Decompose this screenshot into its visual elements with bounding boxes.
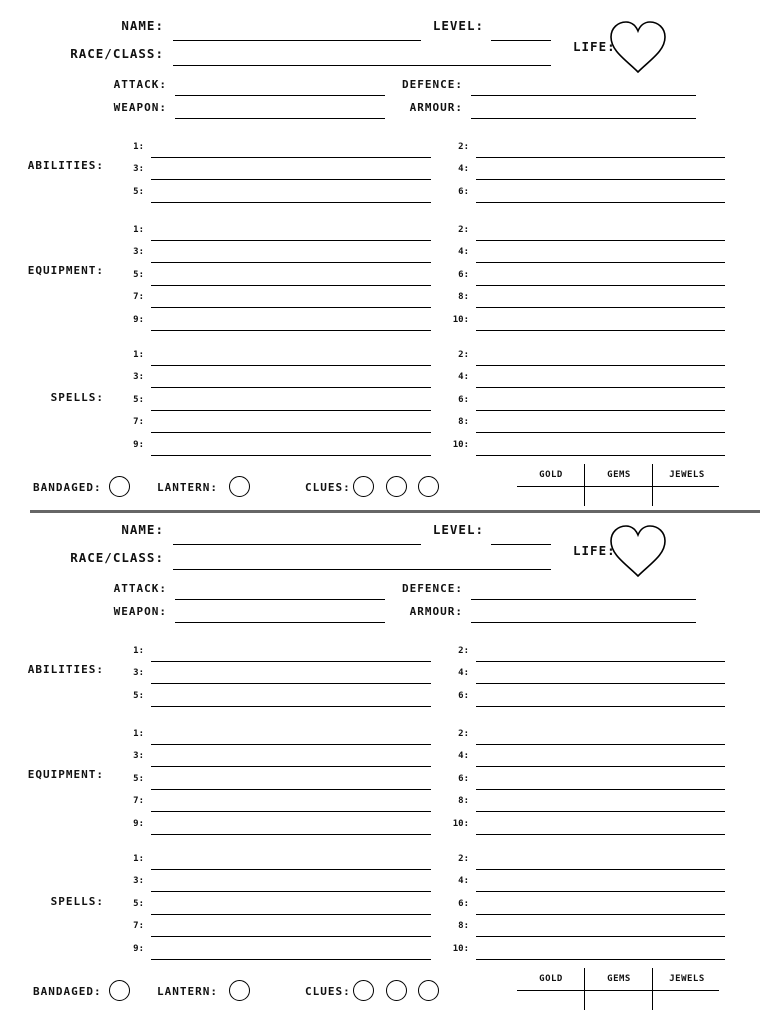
equipment-slot-7[interactable] [151, 307, 431, 308]
equipment-slot-9[interactable] [151, 834, 431, 835]
heart-icon [608, 524, 668, 580]
clue-checkbox-3[interactable] [418, 476, 439, 497]
equipment-slot-3[interactable] [151, 766, 431, 767]
defence-label: DEFENCE: [402, 78, 463, 91]
equipment-number: 2: [458, 729, 469, 739]
equipment-slot-10[interactable] [476, 834, 725, 835]
equipment-number: 1: [133, 225, 144, 235]
gems-cell[interactable] [586, 992, 650, 1010]
race-class-label: RACE/CLASS: [70, 550, 164, 565]
spells-number: 9: [133, 943, 144, 954]
equipment-number: 3: [133, 247, 144, 258]
equipment-slot-8[interactable] [476, 811, 725, 812]
equipment-slot-8[interactable] [476, 307, 725, 308]
bandaged-label: BANDAGED: [33, 481, 102, 494]
abilities-number: 2: [458, 646, 469, 656]
equipment-number: 4: [458, 751, 469, 762]
gold-header: GOLD [539, 974, 563, 984]
abilities-number: 6: [458, 690, 469, 701]
spells-label: SPELLS: [50, 391, 104, 404]
attack-field[interactable] [175, 599, 385, 600]
gems-header: GEMS [607, 470, 631, 480]
spells-slot-6[interactable] [476, 914, 725, 915]
character-sheet-1 [0, 0, 768, 505]
spells-label: SPELLS: [50, 895, 104, 908]
spells-slot-2[interactable] [476, 365, 725, 366]
equipment-number: 10: [452, 818, 469, 829]
spells-slot-5[interactable] [151, 914, 431, 915]
abilities-slot-1[interactable] [151, 661, 431, 662]
equipment-number: 10: [452, 314, 469, 325]
abilities-number: 2: [458, 142, 469, 152]
weapon-field[interactable] [175, 118, 385, 119]
treasure-divider-2 [652, 464, 653, 506]
spells-number: 10: [452, 943, 469, 954]
gems-header: GEMS [607, 974, 631, 984]
spells-slot-10[interactable] [476, 959, 725, 960]
spells-number: 4: [458, 876, 469, 887]
treasure-divider-2 [652, 968, 653, 1010]
lantern-label: LANTERN: [157, 985, 218, 998]
treasure-table-rule [517, 990, 719, 991]
spells-number: 5: [133, 394, 144, 405]
spells-number: 8: [458, 417, 469, 428]
treasure-divider-1 [584, 968, 585, 1010]
life-label: LIFE: [573, 39, 616, 54]
weapon-label: WEAPON: [113, 101, 167, 114]
equipment-label: EQUIPMENT: [27, 264, 104, 277]
heart-icon [608, 20, 668, 76]
spells-slot-8[interactable] [476, 936, 725, 937]
equipment-number: 6: [458, 773, 469, 784]
abilities-slot-2[interactable] [476, 157, 725, 158]
equipment-slot-1[interactable] [151, 240, 431, 241]
abilities-label: ABILITIES: [27, 663, 104, 676]
spells-slot-10[interactable] [476, 455, 725, 456]
equipment-number: 8: [458, 292, 469, 303]
equipment-slot-10[interactable] [476, 330, 725, 331]
abilities-number: 4: [458, 668, 469, 679]
spells-number: 8: [458, 921, 469, 932]
lantern-checkbox[interactable] [229, 980, 250, 1001]
lantern-checkbox[interactable] [229, 476, 250, 497]
lantern-label: LANTERN: [157, 481, 218, 494]
spells-slot-3[interactable] [151, 387, 431, 388]
spells-slot-7[interactable] [151, 936, 431, 937]
equipment-slot-6[interactable] [476, 285, 725, 286]
treasure-table-rule [517, 486, 719, 487]
spells-slot-6[interactable] [476, 410, 725, 411]
equipment-slot-2[interactable] [476, 240, 725, 241]
gold-cell[interactable] [518, 992, 582, 1010]
equipment-slot-9[interactable] [151, 330, 431, 331]
defence-field[interactable] [471, 95, 696, 96]
abilities-number: 5: [133, 690, 144, 701]
defence-label: DEFENCE: [402, 582, 463, 595]
abilities-slot-4[interactable] [476, 683, 725, 684]
life-label: LIFE: [573, 543, 616, 558]
armour-field[interactable] [471, 118, 696, 119]
race-class-field[interactable] [173, 569, 551, 570]
spells-number: 6: [458, 898, 469, 909]
spells-slot-1[interactable] [151, 365, 431, 366]
jewels-header: JEWELS [669, 470, 705, 480]
equipment-slot-1[interactable] [151, 744, 431, 745]
clues-label: CLUES: [305, 985, 351, 998]
attack-field[interactable] [175, 95, 385, 96]
spells-number: 7: [133, 921, 144, 932]
name-field[interactable] [173, 40, 421, 41]
clues-label: CLUES: [305, 481, 351, 494]
weapon-field[interactable] [175, 622, 385, 623]
abilities-number: 6: [458, 186, 469, 197]
armour-field[interactable] [471, 622, 696, 623]
jewels-cell[interactable] [654, 992, 718, 1010]
equipment-number: 7: [133, 292, 144, 303]
attack-label: ATTACK: [113, 78, 167, 91]
equipment-slot-5[interactable] [151, 285, 431, 286]
abilities-slot-1[interactable] [151, 157, 431, 158]
defence-field[interactable] [471, 599, 696, 600]
level-label: LEVEL: [432, 18, 484, 33]
abilities-label: ABILITIES: [27, 159, 104, 172]
spells-slot-3[interactable] [151, 891, 431, 892]
bandaged-label: BANDAGED: [33, 985, 102, 998]
spells-number: 10: [452, 439, 469, 450]
race-class-field[interactable] [173, 65, 551, 66]
spells-number: 3: [133, 876, 144, 887]
name-label: NAME: [121, 18, 164, 33]
equipment-number: 8: [458, 796, 469, 807]
equipment-slot-5[interactable] [151, 789, 431, 790]
equipment-number: 1: [133, 729, 144, 739]
spells-slot-9[interactable] [151, 959, 431, 960]
equipment-slot-6[interactable] [476, 789, 725, 790]
abilities-number: 4: [458, 164, 469, 175]
name-label: NAME: [121, 522, 164, 537]
abilities-number: 1: [133, 142, 144, 152]
abilities-slot-5[interactable] [151, 202, 431, 203]
equipment-number: 9: [133, 818, 144, 829]
equipment-number: 3: [133, 751, 144, 762]
treasure-divider-1 [584, 464, 585, 506]
abilities-number: 5: [133, 186, 144, 197]
spells-slot-1[interactable] [151, 869, 431, 870]
equipment-number: 6: [458, 269, 469, 280]
spells-number: 6: [458, 394, 469, 405]
spells-number: 2: [458, 854, 469, 864]
abilities-slot-2[interactable] [476, 661, 725, 662]
abilities-slot-3[interactable] [151, 683, 431, 684]
spells-number: 3: [133, 372, 144, 383]
weapon-label: WEAPON: [113, 605, 167, 618]
bandaged-checkbox[interactable] [109, 476, 130, 497]
abilities-slot-3[interactable] [151, 179, 431, 180]
abilities-number: 3: [133, 164, 144, 175]
armour-label: ARMOUR: [409, 605, 463, 618]
spells-slot-7[interactable] [151, 432, 431, 433]
level-label: LEVEL: [432, 522, 484, 537]
spells-number: 7: [133, 417, 144, 428]
spells-number: 5: [133, 898, 144, 909]
clue-checkbox-1[interactable] [353, 476, 374, 497]
equipment-number: 2: [458, 225, 469, 235]
equipment-slot-7[interactable] [151, 811, 431, 812]
equipment-label: EQUIPMENT: [27, 768, 104, 781]
spells-slot-8[interactable] [476, 432, 725, 433]
abilities-slot-6[interactable] [476, 202, 725, 203]
name-field[interactable] [173, 544, 421, 545]
character-sheet-2 [0, 504, 768, 1009]
equipment-slot-4[interactable] [476, 262, 725, 263]
spells-number: 1: [133, 350, 144, 360]
race-class-label: RACE/CLASS: [70, 46, 164, 61]
equipment-slot-3[interactable] [151, 262, 431, 263]
equipment-slot-4[interactable] [476, 766, 725, 767]
clue-checkbox-1[interactable] [353, 980, 374, 1001]
spells-slot-4[interactable] [476, 387, 725, 388]
spells-slot-4[interactable] [476, 891, 725, 892]
equipment-number: 5: [133, 269, 144, 280]
abilities-slot-6[interactable] [476, 706, 725, 707]
spells-slot-9[interactable] [151, 455, 431, 456]
spells-number: 1: [133, 854, 144, 864]
abilities-number: 3: [133, 668, 144, 679]
abilities-number: 1: [133, 646, 144, 656]
equipment-number: 4: [458, 247, 469, 258]
attack-label: ATTACK: [113, 582, 167, 595]
spells-slot-2[interactable] [476, 869, 725, 870]
spells-number: 9: [133, 439, 144, 450]
spells-slot-5[interactable] [151, 410, 431, 411]
bandaged-checkbox[interactable] [109, 980, 130, 1001]
gold-header: GOLD [539, 470, 563, 480]
clue-checkbox-2[interactable] [386, 980, 407, 1001]
equipment-number: 7: [133, 796, 144, 807]
level-field[interactable] [491, 544, 551, 545]
abilities-slot-5[interactable] [151, 706, 431, 707]
jewels-header: JEWELS [669, 974, 705, 984]
equipment-number: 5: [133, 773, 144, 784]
equipment-slot-2[interactable] [476, 744, 725, 745]
armour-label: ARMOUR: [409, 101, 463, 114]
clue-checkbox-3[interactable] [418, 980, 439, 1001]
spells-number: 4: [458, 372, 469, 383]
equipment-number: 9: [133, 314, 144, 325]
level-field[interactable] [491, 40, 551, 41]
spells-number: 2: [458, 350, 469, 360]
clue-checkbox-2[interactable] [386, 476, 407, 497]
abilities-slot-4[interactable] [476, 179, 725, 180]
